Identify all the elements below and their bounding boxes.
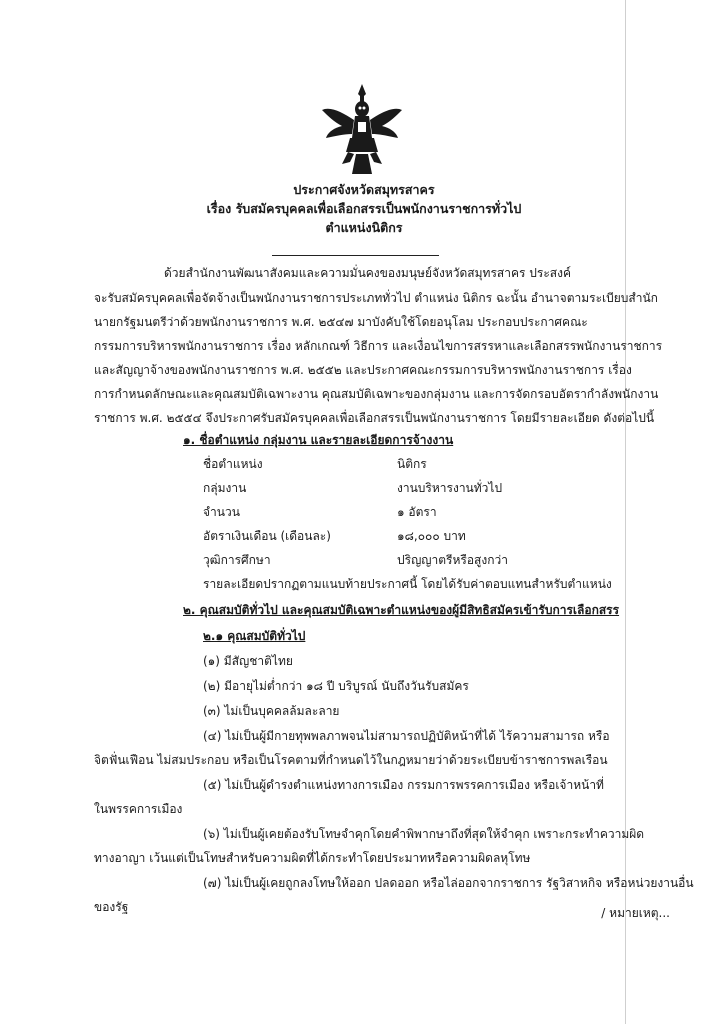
continuation-note: / หมายเหตุ... <box>601 906 670 920</box>
announcement-title: ประกาศจังหวัดสมุทรสาคร <box>293 182 435 197</box>
announcement-position: ตำแหน่งนิติกร <box>325 220 403 235</box>
row-value: ๑ อัตรา <box>397 505 437 519</box>
qualification-item: (๖) ไม่เป็นผู้เคยต้องรับโทษจำคุกโดยคำพิพากษาถึงที่สุดให้จำคุก เพราะกระทำความผิด <box>203 827 645 841</box>
qualification-item: (๗) ไม่เป็นผู้เคยถูกลงโทษให้ออก ปลดออก หรือไล่ออกจากราชการ รัฐวิสาหกิจ หรือหน่วยงานอื่น <box>203 876 694 890</box>
qualification-item: (๒) มีอายุไม่ต่ำกว่า ๑๘ ปี บริบูรณ์ นับถึงวันรับสมัคร <box>203 679 469 693</box>
row-value: งานบริหารงานทั่วไป <box>397 481 503 495</box>
qualification-item: จิตฟั่นเฟือน ไม่สมประกอบ หรือเป็นโรคตามที่กำหนดไว้ในกฎหมายว่าด้วยระเบียบข้าราชการพลเรือน <box>94 753 608 767</box>
row-label: ชื่อตำแหน่ง <box>203 457 263 471</box>
intro-line: การกำหนดลักษณะและคุณสมบัติเฉพาะงาน คุณสมบัติเฉพาะของกลุ่มงาน และการจัดกรอบอัตรากำลังพนักงาน <box>94 387 659 401</box>
row-label: จำนวน <box>203 505 240 519</box>
garuda-emblem-icon <box>320 82 404 177</box>
section1-note: รายละเอียดปรากฏตามแนบท้ายประกาศนี้ โดยได้รับค่าตอบแทนสำหรับตำแหน่ง <box>203 577 612 591</box>
scan-margin-line <box>625 0 626 1024</box>
qualification-item: (๑) มีสัญชาติไทย <box>203 654 293 668</box>
qualification-item: (๕) ไม่เป็นผู้ดำรงตำแหน่งทางการเมือง กรรมการพรรคการเมือง หรือเจ้าหน้าที่ <box>203 778 604 792</box>
intro-line: ราชการ พ.ศ. ๒๕๕๔ จึงประกาศรับสมัครบุคคลเพื่อเลือกสรรเป็นพนักงานราชการ โดยมีรายละเอียด ดังต่อไปนี้ <box>94 411 655 425</box>
row-value: ๑๘,๐๐๐ บาท <box>397 529 466 543</box>
qualification-item: (๔) ไม่เป็นผู้มีกายทุพพลภาพจนไม่สามารถปฏิบัติหน้าที่ได้ ไร้ความสามารถ หรือ <box>203 729 610 743</box>
qualification-item: (๓) ไม่เป็นบุคคลล้มละลาย <box>203 704 340 718</box>
qualification-item: ทางอาญา เว้นแต่เป็นโทษสำหรับความผิดที่ได้กระทำโดยประมาทหรือความผิดลหุโทษ <box>94 851 531 865</box>
announcement-subject: เรื่อง รับสมัครบุคคลเพื่อเลือกสรรเป็นพนักงานราชการทั่วไป <box>206 201 522 216</box>
row-label: อัตราเงินเดือน (เดือนละ) <box>203 529 331 543</box>
header-divider <box>272 255 439 256</box>
intro-line: กรรมการบริหารพนักงานราชการ เรื่อง หลักเกณฑ์ วิธีการ และเงื่อนไขการสรรหาและเลือกสรรพนักงานราชการ <box>94 339 663 353</box>
qualification-item: ของรัฐ <box>94 900 129 914</box>
section2-heading: ๒. คุณสมบัติทั่วไป และคุณสมบัติเฉพาะตำแหน่งของผู้มีสิทธิสมัครเข้ารับการเลือกสรร <box>183 603 620 617</box>
intro-line: นายกรัฐมนตรีว่าด้วยพนักงานราชการ พ.ศ. ๒๕๔๗ มาบังคับใช้โดยอนุโลม ประกอบประกาศคณะ <box>94 315 588 329</box>
intro-line: และสัญญาจ้างของพนักงานราชการ พ.ศ. ๒๕๕๒ และประกาศคณะกรรมการบริหารพนักงานราชการ เรื่อง <box>94 363 632 377</box>
row-label: กลุ่มงาน <box>203 481 247 495</box>
intro-line: จะรับสมัครบุคคลเพื่อจัดจ้างเป็นพนักงานราชการประเภททั่วไป ตำแหน่ง นิติกร ฉะนั้น อำนาจตามระเบียบสำนัก <box>94 291 658 305</box>
section1-heading: ๑. ชื่อตำแหน่ง กลุ่มงาน และรายละเอียดการจ้างงาน <box>183 433 454 447</box>
section2-subheading: ๒.๑ คุณสมบัติทั่วไป <box>203 629 306 643</box>
row-label: วุฒิการศึกษา <box>203 553 271 567</box>
row-value: นิติกร <box>397 457 427 471</box>
row-value: ปริญญาตรีหรือสูงกว่า <box>397 553 508 567</box>
intro-line: ด้วยสำนักงานพัฒนาสังคมและความมั่นคงของมนุษย์จังหวัดสมุทรสาคร ประสงค์ <box>164 266 571 280</box>
qualification-item: ในพรรคการเมือง <box>94 802 183 816</box>
